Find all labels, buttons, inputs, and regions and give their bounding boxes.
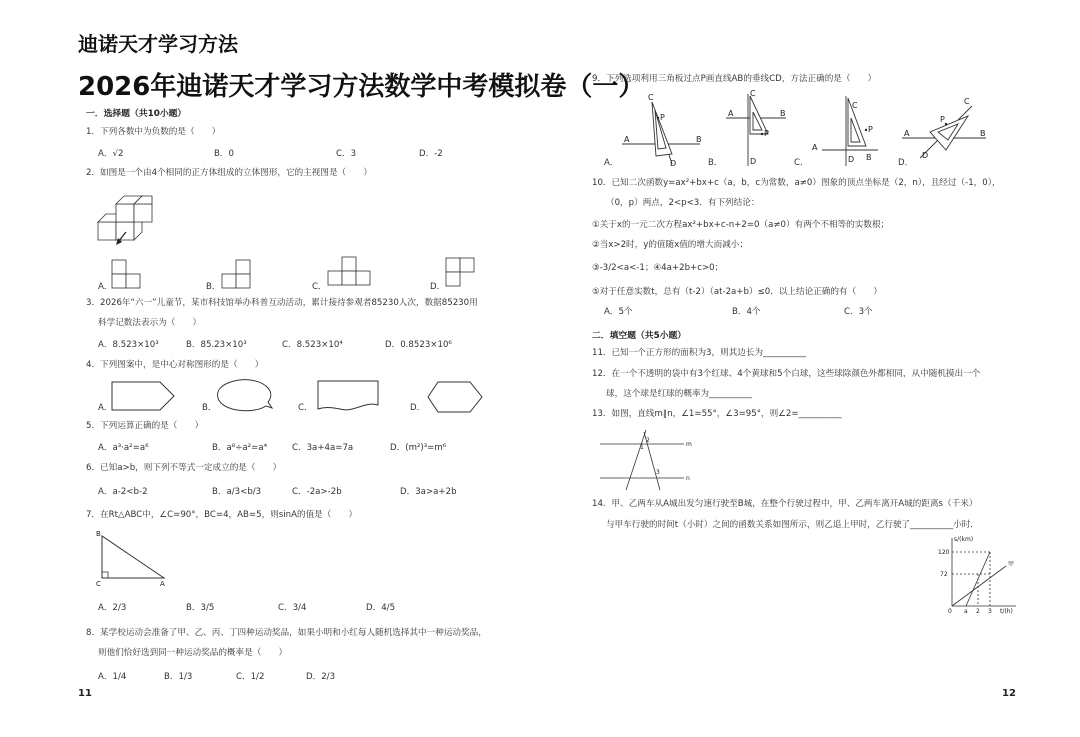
option-c[interactable]: C．3个 bbox=[844, 307, 873, 317]
question-9: 9．下列选项利用三角板过点P画直线AB的垂线CD，方法正确的是（ ） bbox=[592, 74, 877, 84]
option-c[interactable]: C．8.523×10⁴ bbox=[282, 340, 343, 350]
option-c[interactable]: C． bbox=[794, 158, 809, 168]
option-c[interactable]: C． bbox=[298, 403, 313, 413]
option-d[interactable]: D． bbox=[898, 158, 914, 168]
option-b[interactable]: B． bbox=[206, 282, 221, 292]
option-b[interactable]: B． bbox=[708, 158, 723, 168]
option-c[interactable]: C．1/2 bbox=[236, 672, 265, 682]
svg-text:D: D bbox=[670, 159, 677, 168]
exam-title: 2026年迪诺天才学习方法数学中考模拟卷（一） bbox=[78, 72, 645, 102]
option-b[interactable]: B．a/3<b/3 bbox=[212, 487, 262, 497]
option-a[interactable]: A．1/4 bbox=[98, 672, 127, 682]
question-11: 11．已知一个正方形的面积为3，则其边长为__________ bbox=[592, 348, 807, 358]
svg-text:C: C bbox=[852, 101, 858, 110]
question-7-options bbox=[98, 603, 395, 614]
svg-text:D: D bbox=[922, 151, 929, 160]
svg-text:3: 3 bbox=[656, 469, 660, 476]
graph-x-tick-a: a bbox=[964, 608, 968, 614]
option-d[interactable]: D． bbox=[430, 282, 446, 292]
question-6: 6．已知a>b，则下列不等式一定成立的是（ ） bbox=[86, 463, 282, 473]
question-9-options bbox=[604, 158, 913, 169]
option-a[interactable]: A．a-2<b-2 bbox=[98, 487, 148, 497]
option-b[interactable]: B．a⁸÷a²=a⁴ bbox=[212, 443, 268, 453]
option-b[interactable]: B．85.23×10³ bbox=[186, 340, 247, 350]
option-a[interactable]: A．5个 bbox=[604, 307, 633, 317]
question-7: 7．在Rt△ABC中，∠C=90°，BC=4，AB=5，则sinA的值是（ ） bbox=[86, 510, 358, 520]
option-c[interactable]: C． bbox=[312, 282, 327, 292]
svg-text:B: B bbox=[780, 109, 786, 118]
option-c[interactable]: C．3 bbox=[336, 149, 357, 159]
option-d[interactable]: D．0.8523×10⁶ bbox=[385, 340, 452, 350]
svg-text:m: m bbox=[686, 441, 692, 448]
option-a[interactable]: A． bbox=[604, 158, 619, 168]
statement-3-4: ③-3/2<a<-1；④4a+2b+c>0； bbox=[592, 263, 724, 273]
question-8-cont: 则他们恰好选到同一种运动奖品的概率是（ ） bbox=[98, 648, 288, 658]
svg-text:P: P bbox=[764, 129, 769, 138]
svg-text:A: A bbox=[728, 109, 734, 118]
option-a[interactable]: A． bbox=[98, 282, 113, 292]
option-c[interactable]: C．3a+4a=7a bbox=[292, 443, 354, 453]
statement-1: ①关于x的一元二次方程ax²+bx+c-n+2=0（a≠0）有两个不相等的实数根； bbox=[592, 220, 890, 230]
option-b[interactable]: B．4个 bbox=[732, 307, 761, 317]
graph-series-label: 甲 bbox=[1008, 561, 1015, 568]
vertex-c-label: C bbox=[96, 580, 101, 588]
question-8: 8．某学校运动会准备了甲、乙、丙、丁四种运动奖品，如果小明和小红每人随机选择其中一种运动奖品， bbox=[86, 628, 487, 638]
svg-text:B: B bbox=[980, 129, 986, 138]
svg-text:1: 1 bbox=[640, 444, 644, 451]
svg-text:P: P bbox=[868, 125, 873, 134]
option-d[interactable]: D．4/5 bbox=[366, 603, 396, 613]
question-2-options bbox=[98, 282, 445, 293]
section-choice-heading: 一．选择题（共10小题） bbox=[86, 109, 187, 119]
option-a[interactable]: A．8.523×10³ bbox=[98, 340, 159, 350]
question-14-cont: 与甲车行驶的时间t（小时）之间的函数关系如图所示，则乙追上甲时，乙行驶了__________小时． bbox=[606, 520, 979, 530]
option-a[interactable]: A．2/3 bbox=[98, 603, 127, 613]
graph-y-tick-120: 120 bbox=[938, 549, 950, 556]
svg-text:C: C bbox=[964, 97, 970, 106]
question-3-options bbox=[98, 340, 452, 351]
question-6-options bbox=[98, 487, 457, 498]
option-b[interactable]: B．1/3 bbox=[164, 672, 193, 682]
pattern-b-ellipse[interactable] bbox=[214, 378, 276, 414]
graph-y-tick-72: 72 bbox=[940, 571, 948, 578]
question-10-cont: （0，p）两点，2<p<3．有下列结论： bbox=[606, 198, 760, 208]
question-10-options bbox=[604, 307, 873, 318]
svg-text:P: P bbox=[660, 113, 665, 122]
option-a[interactable]: A．a³·a²=a⁶ bbox=[98, 443, 149, 453]
pattern-a-pentagon[interactable] bbox=[110, 380, 176, 412]
option-c[interactable]: C．-2a>-2b bbox=[292, 487, 342, 497]
svg-text:A: A bbox=[624, 135, 630, 144]
option-d[interactable]: D．-2 bbox=[419, 149, 443, 159]
view-d-figure[interactable] bbox=[444, 256, 480, 288]
page-number-left: 11 bbox=[78, 688, 92, 699]
svg-text:B: B bbox=[696, 135, 702, 144]
svg-text:D: D bbox=[750, 157, 757, 166]
option-d[interactable]: D．3a>a+2b bbox=[400, 487, 457, 497]
view-b-figure[interactable] bbox=[220, 258, 256, 290]
question-13: 13．如图，直线m∥n，∠1=55°，∠3=95°，则∠2=__________ bbox=[592, 409, 842, 419]
vertex-a-label: A bbox=[160, 580, 165, 588]
right-triangle-figure bbox=[94, 528, 174, 590]
pattern-d-hexagon[interactable] bbox=[426, 380, 484, 414]
question-14: 14．甲、乙两车从A城出发匀速行驶至B城，在整个行驶过程中，甲、乙两车离开A城的距离s（千米） bbox=[592, 499, 978, 509]
option-b[interactable]: B．0 bbox=[214, 149, 234, 159]
option-b[interactable]: B． bbox=[202, 403, 217, 413]
view-c-figure[interactable] bbox=[326, 253, 376, 289]
option-d[interactable]: D． bbox=[410, 403, 426, 413]
graph-x-tick-2: 2 bbox=[976, 608, 980, 614]
svg-text:C: C bbox=[648, 93, 654, 102]
page-number-right: 12 bbox=[1002, 688, 1016, 699]
question-12-cont: 球，这个球是红球的概率为__________ bbox=[606, 389, 753, 399]
graph-y-unit: s/(km) bbox=[954, 536, 974, 543]
svg-text:n: n bbox=[686, 475, 690, 482]
option-c[interactable]: C．3/4 bbox=[278, 603, 307, 613]
question-1-options bbox=[98, 149, 443, 160]
graph-x-unit: t/(h) bbox=[1000, 608, 1013, 614]
distance-time-graph bbox=[936, 534, 1020, 614]
svg-text:2: 2 bbox=[646, 437, 650, 444]
section-fill-heading: 二．填空题（共5小题） bbox=[592, 331, 687, 341]
question-1: 1．下列各数中为负数的是（ ） bbox=[86, 127, 221, 137]
question-3-cont: 科学记数法表示为（ ） bbox=[98, 318, 202, 328]
option-d[interactable]: D．(m²)³=m⁶ bbox=[390, 443, 447, 453]
svg-text:A: A bbox=[904, 129, 910, 138]
option-d[interactable]: D．2/3 bbox=[306, 672, 336, 682]
question-8-options bbox=[98, 672, 335, 683]
question-5-options bbox=[98, 443, 446, 454]
vertex-b-label: B bbox=[96, 530, 101, 538]
option-b[interactable]: B．3/5 bbox=[186, 603, 215, 613]
svg-text:P: P bbox=[940, 115, 945, 124]
svg-text:A: A bbox=[812, 143, 818, 152]
statement-2: ②当x>2时，y的值随x值的增大而减小； bbox=[592, 240, 748, 250]
question-5: 5．下列运算正确的是（ ） bbox=[86, 421, 204, 431]
brand-header: 迪诺天才学习方法 bbox=[78, 32, 238, 56]
question-2: 2．如图是一个由4个相同的正方体组成的立体图形，它的主视图是（ ） bbox=[86, 168, 372, 178]
statement-5: ⑤对于任意实数t，总有（t-2）（at-2a+b）≤0．以上结论正确的有（ ） bbox=[592, 287, 882, 297]
question-3: 3．2026年“六一”儿童节，某市科技馆举办科普互动活动，累计接待参观者85230人次，数据85230用 bbox=[86, 298, 478, 308]
pattern-c-flag[interactable] bbox=[314, 379, 382, 413]
svg-text:C: C bbox=[750, 89, 756, 98]
cube-solid-figure bbox=[96, 188, 156, 250]
view-a-figure[interactable] bbox=[110, 258, 146, 290]
question-12: 12．在一个不透明的袋中有3个红球、4个黄球和5个白球，这些球除颜色外都相同，从中随机摸出一个 bbox=[592, 369, 981, 379]
svg-text:D: D bbox=[848, 155, 855, 164]
option-a[interactable]: A． bbox=[98, 403, 113, 413]
question-4: 4．下列图案中，是中心对称图形的是（ ） bbox=[86, 360, 264, 370]
graph-x-tick-0: 0 bbox=[948, 608, 952, 614]
graph-x-tick-3: 3 bbox=[988, 608, 992, 614]
question-10: 10．已知二次函数y=ax²+bx+c（a，b，c为常数，a≠0）图象的顶点坐标是（2，n），且经过（-1，0）， bbox=[592, 178, 1001, 188]
svg-text:B: B bbox=[866, 153, 872, 162]
option-a[interactable]: A．√2 bbox=[98, 149, 124, 159]
parallel-lines-figure bbox=[596, 424, 692, 494]
